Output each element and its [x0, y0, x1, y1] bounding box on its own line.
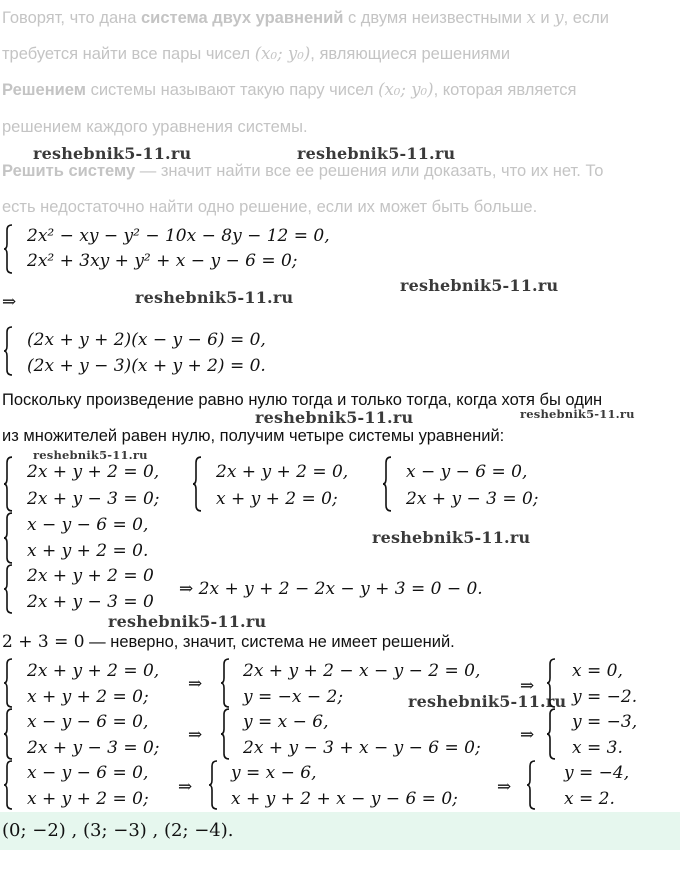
intro-text: , если: [563, 9, 610, 27]
watermark: reshebnik5-11.ru: [33, 144, 192, 163]
intro-text: системы называют такую пару чисел: [85, 81, 379, 99]
intro-line-5: [2, 161, 603, 181]
implies-arrow: ⇒: [2, 292, 17, 312]
watermark: reshebnik5-11.ru: [255, 408, 414, 427]
contradiction-math: 2 + 3 = 0: [2, 632, 85, 652]
left-brace-icon: [192, 456, 202, 512]
left-brace-icon: [3, 708, 13, 760]
intro-text: и: [535, 9, 555, 27]
left-brace-icon: [3, 760, 13, 810]
case-c-m2: 2x + y − 3 + x − y − 6 = 0;: [243, 738, 481, 758]
left-brace-icon: [3, 512, 13, 564]
sys-d-eq1: x − y − 6 = 0,: [27, 515, 149, 535]
answer-text: (0; −2) , (3; −3) , (2; −4).: [2, 820, 234, 841]
sys-b-eq1: 2x + y + 2 = 0,: [216, 462, 349, 482]
case-b-m1: 2x + y + 2 − x − y − 2 = 0,: [243, 661, 481, 681]
case-d-r2: x = 2.: [564, 789, 615, 809]
case-d-m2: x + y + 2 + x − y − 6 = 0;: [231, 789, 458, 809]
sys-c-eq1: x − y − 6 = 0,: [406, 462, 528, 482]
intro-line-2: [2, 44, 510, 64]
case-d-s1: x − y − 6 = 0,: [27, 763, 149, 783]
intro-text: Говорят, что дана: [2, 9, 141, 27]
intro-text: , являющиеся решениями: [310, 45, 511, 63]
intro-text: — значит найти все ее решения или доказать, что их нет. То: [135, 162, 604, 180]
case-b-r2: y = −2.: [572, 687, 638, 707]
intro-line-4: решением каждого уравнения системы.: [2, 118, 308, 136]
sys-b-eq2: x + y + 2 = 0;: [216, 489, 338, 509]
sys-a-eq2: 2x + y − 3 = 0;: [27, 489, 160, 509]
left-brace-icon: [546, 658, 556, 708]
left-brace-icon: [526, 760, 536, 810]
left-brace-icon: [382, 456, 392, 512]
system2-eq1: (2x + y + 2)(x − y − 6) = 0,: [27, 330, 266, 350]
intro-text: , которая является: [433, 81, 577, 99]
case-a-eq1: 2x + y + 2 = 0: [27, 566, 154, 586]
case-d-r1: y = −4,: [564, 763, 630, 783]
left-brace-icon: [208, 760, 218, 810]
intro-line-1: [2, 8, 609, 28]
case-b-s2: x + y + 2 = 0;: [27, 687, 149, 707]
left-brace-icon: [3, 224, 13, 274]
implies-arrow: ⇒: [188, 725, 203, 745]
intro-bold: Решить систему: [2, 162, 136, 180]
case-c-r1: y = −3,: [572, 712, 638, 732]
paragraph-line-1: Поскольку произведение равно нулю тогда и только тогда, когда хотя бы один: [2, 391, 603, 409]
implies-arrow: ⇒: [178, 777, 193, 797]
left-brace-icon: [3, 658, 13, 708]
system1-eq1: 2x² − xy − y² − 10x − 8y − 12 = 0,: [27, 226, 330, 246]
implies-arrow: ⇒: [520, 725, 535, 745]
watermark: reshebnik5-11.ru: [400, 276, 559, 295]
contradiction-text: — неверно, значит, система не имеет решений.: [84, 633, 455, 651]
case-c-s2: 2x + y − 3 = 0;: [27, 738, 160, 758]
case-a-eq2: 2x + y − 3 = 0: [27, 592, 154, 612]
sys-a-eq1: 2x + y + 2 = 0,: [27, 462, 160, 482]
pair-math: (x₀; y₀): [254, 44, 311, 63]
sys-d-eq2: x + y + 2 = 0.: [27, 541, 149, 561]
var-x: x: [526, 8, 536, 27]
var-y: y: [554, 8, 564, 27]
watermark: reshebnik5-11.ru: [135, 288, 294, 307]
left-brace-icon: [546, 708, 556, 760]
watermark: reshebnik5-11.ru: [408, 692, 567, 711]
paragraph-line-2: из множителей равен нулю, получим четыре системы уравнений:: [2, 427, 505, 445]
system2-eq2: (2x + y − 3)(x + y + 2) = 0.: [27, 356, 266, 376]
system1-eq2: 2x² + 3xy + y² + x − y − 6 = 0;: [27, 251, 298, 271]
left-brace-icon: [220, 708, 230, 760]
implies-arrow: ⇒: [497, 777, 512, 797]
case-c-m1: y = x − 6,: [243, 712, 329, 732]
case-d-s2: x + y + 2 = 0;: [27, 789, 149, 809]
intro-bold: Решением: [2, 81, 86, 99]
answer-box: [0, 812, 680, 850]
case-b-m2: y = −x − 2;: [243, 687, 344, 707]
case-b-s1: 2x + y + 2 = 0,: [27, 661, 160, 681]
sys-c-eq2: 2x + y − 3 = 0;: [406, 489, 539, 509]
contradiction-line: [2, 632, 455, 652]
intro-line-6: есть недостаточно найти одно решение, если их может быть больше.: [2, 198, 538, 216]
implies-arrow: ⇒: [520, 676, 535, 696]
intro-text: требуется найти все пары чисел: [2, 45, 255, 63]
implies-arrow: ⇒: [188, 674, 203, 694]
left-brace-icon: [3, 326, 13, 376]
intro-line-3: [2, 80, 577, 100]
pair-math: (x₀; y₀): [378, 80, 434, 99]
watermark: reshebnik5-11.ru: [520, 407, 635, 421]
left-brace-icon: [220, 658, 230, 708]
watermark: reshebnik5-11.ru: [297, 144, 456, 163]
intro-text: с двумя неизвестными: [343, 9, 527, 27]
case-c-s1: x − y − 6 = 0,: [27, 712, 149, 732]
case-c-r2: x = 3.: [572, 738, 623, 758]
case-a-result: ⇒ 2x + y + 2 − 2x − y + 3 = 0 − 0.: [179, 579, 483, 599]
left-brace-icon: [3, 456, 13, 512]
intro-bold: система двух уравнений: [141, 9, 344, 27]
watermark: reshebnik5-11.ru: [33, 448, 148, 462]
left-brace-icon: [3, 564, 13, 614]
watermark: reshebnik5-11.ru: [372, 528, 531, 547]
case-b-r1: x = 0,: [572, 661, 623, 681]
case-d-m1: y = x − 6,: [231, 763, 317, 783]
watermark: reshebnik5-11.ru: [108, 612, 267, 631]
